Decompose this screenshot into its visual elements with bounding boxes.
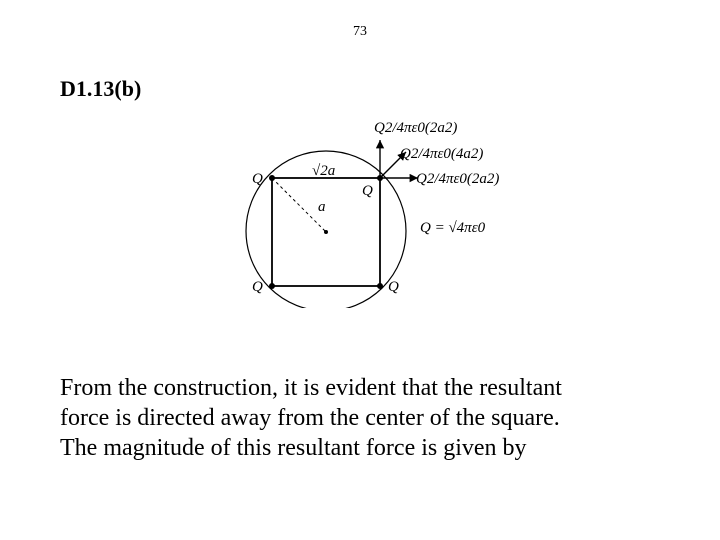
center-point xyxy=(324,230,328,234)
force-label-right: Q2/4πε0(2a2) xyxy=(416,171,500,187)
charge-equation: Q = √4πε0 xyxy=(420,220,486,236)
force-label-diagonal: Q2/4πε0(4a2) xyxy=(400,146,484,162)
body-line-1: From the construction, it is evident that the resultant xyxy=(60,375,562,401)
charge-square-figure xyxy=(240,108,540,308)
body-line-2: force is directed away from the center of the square. xyxy=(60,405,560,431)
charge-dot-top-left xyxy=(269,175,275,181)
charge-label-bottom-left: Q xyxy=(252,279,263,295)
charge-label-bottom-right: Q xyxy=(388,279,399,295)
charge-dot-bottom-right xyxy=(377,283,383,289)
page-number: 73 xyxy=(353,24,367,39)
charge-dot-bottom-left xyxy=(269,283,275,289)
figure-diagram xyxy=(240,108,540,308)
charge-label-top-left: Q xyxy=(252,171,263,187)
body-line-3: The magnitude of this resultant force is given by xyxy=(60,435,527,461)
section-heading: D1.13(b) xyxy=(60,76,142,101)
body-paragraph xyxy=(60,373,680,463)
charge-label-top-right: Q xyxy=(362,183,373,199)
side-length-label: √2a xyxy=(312,163,336,179)
radius-label: a xyxy=(318,199,326,215)
force-label-top: Q2/4πε0(2a2) xyxy=(374,120,458,136)
